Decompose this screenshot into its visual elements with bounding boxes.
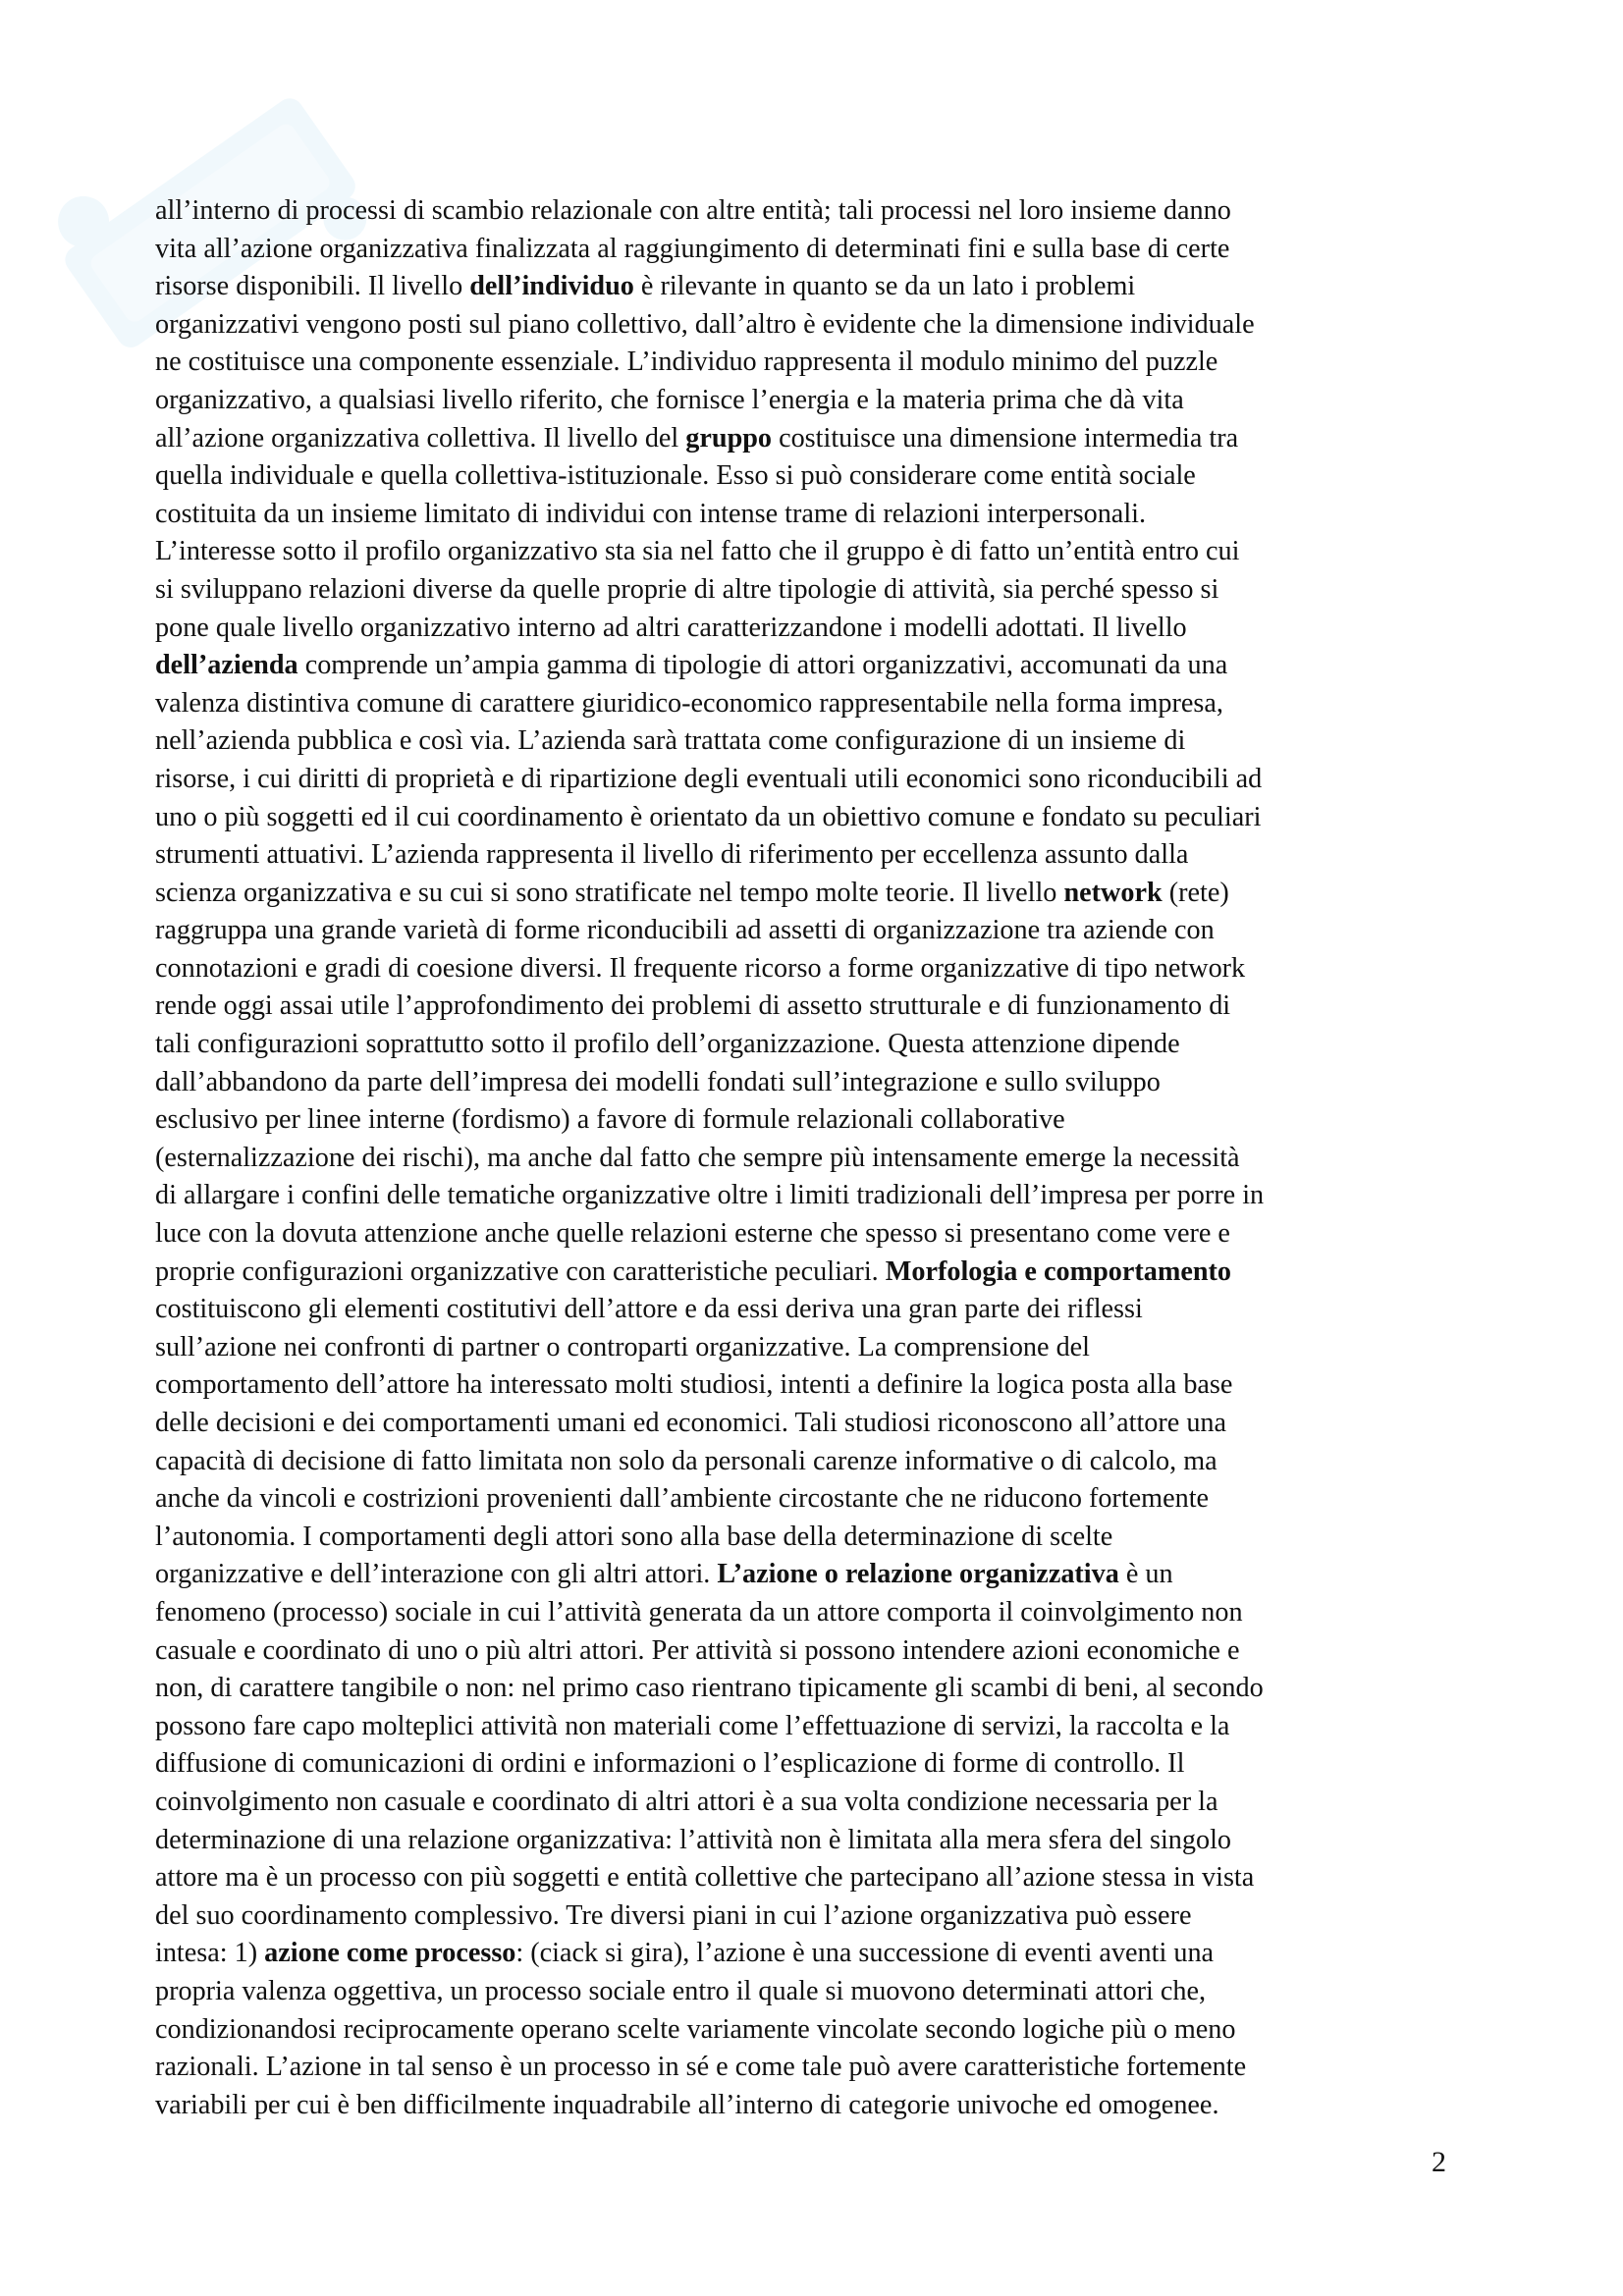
text-line bbox=[155, 836, 1479, 875]
text-run: (esternalizzazione dei rischi), ma anche dal fatto che sempre più intensamente emerge la necessità bbox=[155, 1142, 1240, 1173]
text-run: organizzativi vengono posti sul piano collettivo, dall’altro è evidente che la dimensione individuale bbox=[155, 308, 1255, 340]
text-run: : (ciack si gira), l’azione è una successione di eventi aventi una bbox=[515, 1938, 1215, 1969]
text-run: valenza distintiva comune di carattere giuridico-economico rappresentabile nella forma impresa, bbox=[155, 687, 1223, 719]
text-run: quella individuale e quella collettiva-istituzionale. Esso si può considerare come entità sociale bbox=[155, 460, 1196, 492]
bold-term: dell’azienda bbox=[155, 650, 298, 681]
text-line bbox=[155, 457, 1479, 496]
text-line bbox=[155, 875, 1479, 913]
text-run: pone quale livello organizzativo interno ad altri caratterizzandone i modelli adottati. Il livello bbox=[155, 612, 1187, 643]
text-run: comportamento dell’attore ha interessato molti studiosi, intenti a definire la logica posta alla base bbox=[155, 1369, 1233, 1401]
text-run: intesa: 1) bbox=[155, 1938, 265, 1969]
text-run: costituisce una dimensione intermedia tra bbox=[772, 422, 1239, 454]
text-line bbox=[155, 533, 1479, 571]
text-run: scienza organizzativa e su cui si sono stratificate nel tempo molte teorie. Il livello bbox=[155, 877, 1064, 908]
text-run: diffusione di comunicazioni di ordini e informazioni o l’esplicazione di forme di controllo. Il bbox=[155, 1748, 1185, 1780]
text-run: risorse disponibili. Il livello bbox=[155, 271, 470, 302]
text-line bbox=[155, 1859, 1479, 1897]
text-line bbox=[155, 761, 1479, 799]
text-line bbox=[155, 610, 1479, 648]
text-run: luce con la dovuta attenzione anche quelle relazioni esterne che spesso si presentano come vere e bbox=[155, 1218, 1230, 1250]
text-line bbox=[155, 912, 1479, 950]
text-run: del suo coordinamento complessivo. Tre diversi piani in cui l’azione organizzativa può essere bbox=[155, 1899, 1192, 1931]
text-line bbox=[155, 420, 1479, 458]
bold-term: L’azione o relazione organizzativa bbox=[717, 1559, 1119, 1590]
text-run: L’interesse sotto il profilo organizzativo sta sia nel fatto che il gruppo è di fatto un’entità entro cui bbox=[155, 536, 1240, 567]
text-line bbox=[155, 1822, 1479, 1860]
text-run: costituiscono gli elementi costitutivi dell’attore e da essi deriva una gran parte dei riflessi bbox=[155, 1294, 1143, 1325]
text-run: uno o più soggetti ed il cui coordinamento è orientato da un obiettivo comune e fondato su peculiari bbox=[155, 801, 1262, 832]
text-line bbox=[155, 344, 1479, 382]
text-run: propria valenza oggettiva, un processo sociale entro il quale si muovono determinati attori che, bbox=[155, 1975, 1206, 2006]
bold-term: Morfologia e comportamento bbox=[885, 1255, 1231, 1287]
text-line bbox=[155, 1973, 1479, 2011]
text-run: proprie configurazioni organizzative con caratteristiche peculiari. bbox=[155, 1255, 886, 1287]
text-run: rende oggi assai utile l’approfondimento dei problemi di assetto strutturale e di funzionamento di bbox=[155, 990, 1231, 1022]
text-run: condizionandosi reciprocamente operano scelte variamente vincolate secondo logiche più o meno bbox=[155, 2013, 1236, 2045]
text-run: variabili per cui è ben difficilmente inquadrabile all’interno di categorie univoche ed omogenee. bbox=[155, 2089, 1219, 2120]
text-run: delle decisioni e dei comportamenti umani ed economici. Tali studiosi riconoscono all’attore una bbox=[155, 1408, 1227, 1438]
text-run: connotazioni e gradi di coesione diversi. Il frequente ricorso a forme organizzative di tipo network bbox=[155, 952, 1246, 984]
text-line bbox=[155, 231, 1479, 269]
text-line bbox=[155, 1291, 1479, 1329]
text-line bbox=[155, 1708, 1479, 1746]
text-run: capacità di decisione di fatto limitata non solo da personali carenze informative o di calcolo, ma bbox=[155, 1445, 1217, 1476]
text-run: all’azione organizzativa collettiva. Il livello del bbox=[155, 422, 686, 454]
text-run: esclusivo per linee interne (fordismo) a favore di formule relazionali collaborative bbox=[155, 1104, 1065, 1136]
text-run: è un bbox=[1118, 1559, 1173, 1590]
text-line bbox=[155, 1064, 1479, 1102]
text-line bbox=[155, 382, 1479, 420]
text-run: si sviluppano relazioni diverse da quelle proprie di altre tipologie di attività, sia perché spesso si bbox=[155, 573, 1219, 605]
text-line bbox=[155, 2087, 1479, 2125]
text-line bbox=[155, 722, 1479, 761]
text-run: attore ma è un processo con più soggetti e entità collettive che partecipano all’azione stessa in vista bbox=[155, 1862, 1255, 1894]
text-run: organizzative e dell’interazione con gli altri attori. bbox=[155, 1559, 718, 1590]
text-line bbox=[155, 571, 1479, 610]
text-line bbox=[155, 192, 1479, 231]
text-run: nell’azienda pubblica e così via. L’azienda sarà trattata come configurazione di un insieme di bbox=[155, 725, 1186, 757]
text-line bbox=[155, 1215, 1479, 1254]
text-run: comprende un’ampia gamma di tipologie di attori organizzativi, accomunati da una bbox=[298, 650, 1228, 681]
text-run: è rilevante in quanto se da un lato i problemi bbox=[633, 271, 1136, 302]
text-line bbox=[155, 1556, 1479, 1594]
text-run: coinvolgimento non casuale e coordinato di altri attori è a sua volta condizione necessaria per la bbox=[155, 1786, 1218, 1817]
text-line bbox=[155, 268, 1479, 306]
text-line bbox=[155, 1177, 1479, 1215]
document-text bbox=[155, 192, 1479, 2124]
text-run: (rete) bbox=[1162, 877, 1229, 908]
text-run: raggruppa una grande varietà di forme riconducibili ad assetti di organizzazione tra aziende con bbox=[155, 915, 1215, 946]
text-line bbox=[155, 1443, 1479, 1481]
text-run: all’interno di processi di scambio relazionale con altre entità; tali processi nel loro insieme danno bbox=[155, 195, 1231, 226]
text-line bbox=[155, 1745, 1479, 1784]
text-run: determinazione di una relazione organizzativa: l’attività non è limitata alla mera sfera del singolo bbox=[155, 1824, 1231, 1855]
bold-term: dell’individuo bbox=[469, 271, 634, 302]
text-run: anche da vincoli e costrizioni provenienti dall’ambiente circostante che ne riducono fortemente bbox=[155, 1483, 1210, 1515]
text-run: possono fare capo molteplici attività non materiali come l’effettuazione di servizi, la raccolta e la bbox=[155, 1710, 1230, 1741]
text-run: organizzativo, a qualsiasi livello riferito, che fornisce l’energia e la materia prima che dà vita bbox=[155, 384, 1184, 415]
text-run: non, di carattere tangibile o non: nel primo caso rientrano tipicamente gli scambi di beni, al secondo bbox=[155, 1673, 1264, 1704]
text-run: sull’azione nei confronti di partner o controparti organizzative. La comprensione del bbox=[155, 1331, 1091, 1362]
text-line bbox=[155, 950, 1479, 988]
bold-term: network bbox=[1063, 877, 1163, 908]
text-line bbox=[155, 1897, 1479, 1936]
text-line bbox=[155, 1101, 1479, 1140]
text-run: dall’abbandono da parte dell’impresa dei modelli fondati sull’integrazione e sullo sviluppo bbox=[155, 1066, 1161, 1097]
text-run: strumenti attuativi. L’azienda rappresenta il livello di riferimento per eccellenza assunto dalla bbox=[155, 839, 1189, 871]
text-line bbox=[155, 306, 1479, 345]
text-run: di allargare i confini delle tematiche organizzative oltre i limiti tradizionali dell’impresa per porre in bbox=[155, 1180, 1265, 1211]
text-line bbox=[155, 1519, 1479, 1557]
page-number: 2 bbox=[1432, 2146, 1446, 2178]
text-line bbox=[155, 496, 1479, 534]
text-line bbox=[155, 1366, 1479, 1405]
text-line bbox=[155, 2011, 1479, 2050]
text-run: risorse, i cui diritti di proprietà e di ripartizione degli eventuali utili economici sono riconducibili ad bbox=[155, 763, 1263, 794]
text-line bbox=[155, 1594, 1479, 1632]
text-run: ne costituisce una componente essenziale. L’individuo rappresenta il modulo minimo del puzzle bbox=[155, 347, 1218, 378]
text-line bbox=[155, 647, 1479, 685]
text-line bbox=[155, 1254, 1479, 1292]
text-line bbox=[155, 685, 1479, 723]
bold-term: azione come processo bbox=[264, 1938, 516, 1969]
text-line bbox=[155, 1784, 1479, 1822]
text-line bbox=[155, 1026, 1479, 1064]
text-line bbox=[155, 799, 1479, 837]
text-line bbox=[155, 1935, 1479, 1973]
bold-term: gruppo bbox=[685, 422, 773, 454]
text-run: fenomeno (processo) sociale in cui l’attività generata da un attore comporta il coinvolgimento non bbox=[155, 1596, 1243, 1628]
text-line bbox=[155, 1632, 1479, 1671]
text-line bbox=[155, 1329, 1479, 1367]
text-line bbox=[155, 988, 1479, 1026]
text-line bbox=[155, 1670, 1479, 1708]
text-run: l’autonomia. I comportamenti degli attori sono alla base della determinazione di scelte bbox=[155, 1521, 1113, 1552]
text-line bbox=[155, 2049, 1479, 2087]
text-line bbox=[155, 1405, 1479, 1443]
text-line bbox=[155, 1140, 1479, 1178]
text-run: vita all’azione organizzativa finalizzata al raggiungimento di determinati fini e sulla base di certe bbox=[155, 233, 1230, 264]
text-run: casuale e coordinato di uno o più altri attori. Per attività si possono intendere azioni economiche e bbox=[155, 1634, 1240, 1666]
text-run: razionali. L’azione in tal senso è un processo in sé e come tale può avere caratteristiche fortemente bbox=[155, 2052, 1247, 2083]
text-line bbox=[155, 1480, 1479, 1519]
text-run: costituita da un insieme limitato di individui con intense trame di relazioni interpersonali. bbox=[155, 498, 1147, 529]
text-run: tali configurazioni soprattutto sotto il profilo dell’organizzazione. Questa attenzione dipende bbox=[155, 1029, 1180, 1060]
